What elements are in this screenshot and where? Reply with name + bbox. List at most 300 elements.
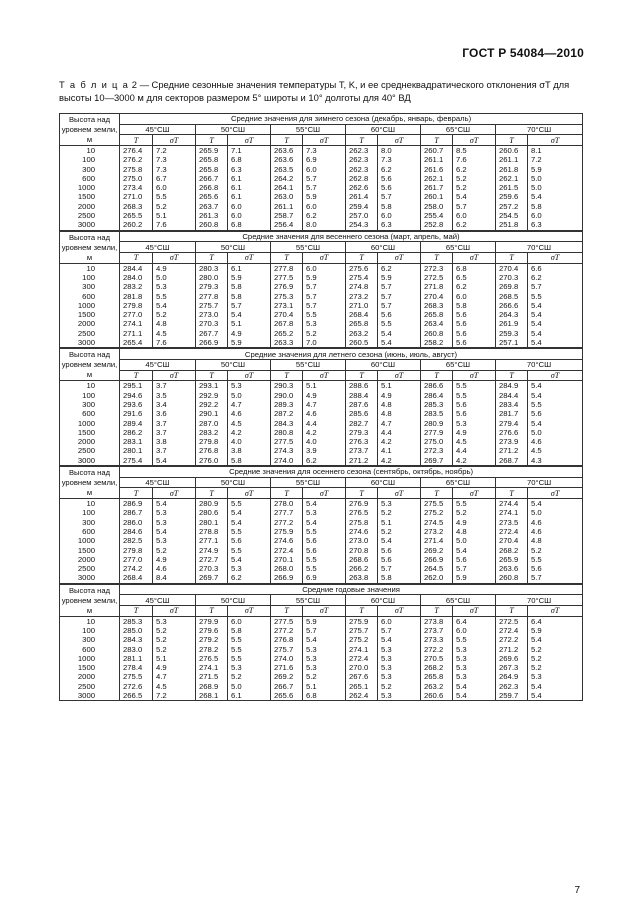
sigma-cell: 5.3 — [378, 691, 421, 701]
temperature-cell: 279.8 — [120, 301, 153, 310]
temperature-cell: 280.8 — [271, 428, 303, 437]
sigma-symbol: σT — [378, 606, 421, 617]
sigma-cell: 5.0 — [528, 183, 583, 192]
temperature-cell: 275.3 — [271, 292, 303, 301]
temperature-cell: 262.8 — [346, 174, 378, 183]
latitude-header: 45°СШ — [120, 595, 196, 606]
sigma-cell: 5.8 — [228, 626, 271, 635]
temperature-cell: 275.2 — [421, 508, 453, 517]
temperature-cell: 261.1 — [271, 202, 303, 211]
table-row — [60, 691, 583, 701]
sigma-cell: 5.3 — [153, 518, 196, 527]
sigma-cell: 6.0 — [453, 292, 496, 301]
table-row — [60, 319, 583, 328]
sigma-cell: 4.5 — [528, 446, 583, 455]
sigma-cell: 5.1 — [153, 211, 196, 220]
temperature-cell: 275.4 — [120, 456, 153, 466]
temperature-cell: 266.5 — [120, 691, 153, 701]
temperature-symbol: T — [271, 370, 303, 381]
altitude-cell: 2000 — [60, 202, 120, 211]
temperature-cell: 280.1 — [120, 446, 153, 455]
table-row — [60, 564, 583, 573]
temperature-cell: 286.0 — [120, 518, 153, 527]
table-row — [60, 282, 583, 291]
latitude-header: 60°СШ — [346, 360, 421, 371]
temperature-cell: 276.0 — [196, 456, 228, 466]
temperature-cell: 281.8 — [120, 292, 153, 301]
sigma-cell: 6.2 — [453, 220, 496, 230]
altitude-cell: 3000 — [60, 456, 120, 466]
sigma-cell: 5.5 — [303, 564, 346, 573]
sigma-cell: 5.4 — [303, 518, 346, 527]
sigma-cell: 6.6 — [528, 263, 583, 273]
temperature-symbol: T — [346, 135, 378, 146]
temperature-cell: 268.1 — [196, 691, 228, 701]
temperature-cell: 273.5 — [496, 518, 528, 527]
page-number: 7 — [574, 885, 580, 896]
sigma-cell: 5.1 — [303, 381, 346, 391]
temperature-cell: 263.6 — [271, 155, 303, 164]
temperature-cell: 270.4 — [496, 263, 528, 273]
sigma-cell: 5.0 — [228, 391, 271, 400]
altitude-cell: 2500 — [60, 564, 120, 573]
temperature-cell: 271.0 — [346, 301, 378, 310]
height-column-header: Высота над уровнем земли, м — [60, 349, 120, 381]
temperature-cell: 266.9 — [271, 573, 303, 583]
temperature-cell: 254.5 — [496, 211, 528, 220]
sigma-cell: 6.2 — [378, 263, 421, 273]
sigma-cell: 5.6 — [378, 183, 421, 192]
temperature-cell: 265.6 — [271, 691, 303, 701]
temperature-cell: 272.2 — [421, 645, 453, 654]
temperature-cell: 287.2 — [271, 409, 303, 418]
sigma-cell: 6.8 — [303, 691, 346, 701]
temperature-cell: 271.4 — [421, 536, 453, 545]
temperature-cell: 274.5 — [421, 518, 453, 527]
latitude-header: 55°СШ — [271, 477, 346, 488]
sigma-symbol: σT — [453, 606, 496, 617]
altitude-cell: 600 — [60, 174, 120, 183]
temperature-symbol: T — [421, 135, 453, 146]
temperature-cell: 273.0 — [196, 310, 228, 319]
sigma-cell: 5.4 — [228, 508, 271, 517]
temperature-cell: 285.6 — [346, 409, 378, 418]
temperature-cell: 277.9 — [421, 428, 453, 437]
temperature-cell: 259.4 — [346, 202, 378, 211]
temperature-cell: 263.2 — [421, 682, 453, 691]
sigma-cell: 5.6 — [303, 536, 346, 545]
sigma-cell: 4.6 — [528, 518, 583, 527]
temperature-cell: 268.6 — [346, 555, 378, 564]
sigma-symbol: σT — [228, 252, 271, 263]
sigma-cell: 5.7 — [378, 282, 421, 291]
temperature-cell: 275.7 — [346, 626, 378, 635]
sigma-cell: 4.2 — [303, 428, 346, 437]
season-title: Средние годовые значения — [120, 584, 583, 595]
sigma-cell: 5.6 — [453, 319, 496, 328]
temperature-cell: 271.2 — [496, 645, 528, 654]
temperature-cell: 266.8 — [196, 183, 228, 192]
altitude-cell: 10 — [60, 499, 120, 509]
sigma-cell: 5.4 — [528, 682, 583, 691]
temperature-cell: 265.8 — [346, 319, 378, 328]
temperature-symbol: T — [196, 488, 228, 499]
sigma-cell: 6.0 — [228, 202, 271, 211]
temperature-symbol: T — [120, 488, 153, 499]
temperature-cell: 289.4 — [120, 419, 153, 428]
sigma-cell: 5.6 — [228, 536, 271, 545]
sigma-cell: 5.4 — [528, 329, 583, 338]
temperature-cell: 293.1 — [196, 381, 228, 391]
latitude-header: 50°СШ — [196, 242, 271, 253]
altitude-cell: 1000 — [60, 654, 120, 663]
temperature-cell: 293.6 — [120, 400, 153, 409]
sigma-symbol: σT — [303, 135, 346, 146]
table-row — [60, 635, 583, 644]
sigma-cell: 5.9 — [303, 273, 346, 282]
sigma-cell: 4.6 — [528, 437, 583, 446]
temperature-cell: 260.2 — [120, 220, 153, 230]
latitude-header: 55°СШ — [271, 360, 346, 371]
temperature-cell: 277.0 — [120, 555, 153, 564]
temperature-symbol: T — [421, 488, 453, 499]
sigma-cell: 5.3 — [453, 672, 496, 681]
sigma-cell: 8.0 — [303, 220, 346, 230]
sigma-symbol: σT — [453, 488, 496, 499]
sigma-cell: 5.6 — [303, 546, 346, 555]
document-header: ГОСТ Р 54084—2010 — [462, 46, 584, 60]
temperature-cell: 275.5 — [120, 672, 153, 681]
table-row — [60, 437, 583, 446]
sigma-symbol: σT — [153, 252, 196, 263]
sigma-cell: 5.0 — [228, 682, 271, 691]
temperature-cell: 268.3 — [421, 301, 453, 310]
altitude-cell: 3000 — [60, 573, 120, 583]
sigma-symbol: σT — [528, 370, 583, 381]
sigma-cell: 7.3 — [303, 146, 346, 156]
temperature-cell: 272.3 — [421, 446, 453, 455]
temperature-cell: 268.4 — [346, 310, 378, 319]
temperature-cell: 283.2 — [120, 282, 153, 291]
altitude-cell: 600 — [60, 292, 120, 301]
sigma-cell: 5.2 — [453, 183, 496, 192]
temperature-cell: 273.1 — [271, 301, 303, 310]
sigma-cell: 5.5 — [528, 400, 583, 409]
temperature-symbol: T — [120, 370, 153, 381]
sigma-cell: 7.0 — [303, 338, 346, 348]
sigma-cell: 4.4 — [453, 446, 496, 455]
temperature-cell: 275.4 — [346, 273, 378, 282]
temperature-symbol: T — [271, 135, 303, 146]
sigma-cell: 4.9 — [378, 391, 421, 400]
temperature-cell: 279.4 — [496, 419, 528, 428]
table-row — [60, 400, 583, 409]
temperature-cell: 294.6 — [120, 391, 153, 400]
temperature-cell: 255.4 — [421, 211, 453, 220]
temperature-cell: 277.0 — [120, 310, 153, 319]
sigma-cell: 5.5 — [528, 555, 583, 564]
temperature-cell: 292.2 — [196, 400, 228, 409]
sigma-cell: 4.5 — [228, 419, 271, 428]
sigma-cell: 7.2 — [528, 155, 583, 164]
sigma-cell: 5.4 — [528, 301, 583, 310]
sigma-symbol: σT — [378, 370, 421, 381]
sigma-symbol: σT — [378, 252, 421, 263]
table-row — [60, 428, 583, 437]
altitude-cell: 10 — [60, 146, 120, 156]
sigma-cell: 5.2 — [153, 310, 196, 319]
temperature-cell: 273.3 — [421, 635, 453, 644]
sigma-cell: 6.0 — [153, 183, 196, 192]
sigma-cell: 5.9 — [303, 192, 346, 201]
table-row — [60, 508, 583, 517]
temperature-cell: 265.2 — [271, 329, 303, 338]
table-row — [60, 310, 583, 319]
sigma-cell: 3.8 — [228, 446, 271, 455]
height-column-header: Высота над уровнем земли, м — [60, 231, 120, 263]
temperature-cell: 268.0 — [271, 564, 303, 573]
temperature-cell: 264.5 — [421, 564, 453, 573]
sigma-cell: 5.5 — [228, 527, 271, 536]
temperature-symbol: T — [496, 488, 528, 499]
sigma-cell: 4.2 — [453, 456, 496, 466]
temperature-cell: 259.7 — [496, 691, 528, 701]
temperature-cell: 265.9 — [496, 555, 528, 564]
sigma-cell: 3.4 — [153, 400, 196, 409]
temperature-cell: 273.4 — [120, 183, 153, 192]
altitude-cell: 100 — [60, 273, 120, 282]
temperature-cell: 270.3 — [496, 273, 528, 282]
sigma-cell: 6.2 — [378, 165, 421, 174]
temperature-cell: 272.4 — [496, 527, 528, 536]
sigma-cell: 6.8 — [228, 155, 271, 164]
altitude-cell: 1000 — [60, 419, 120, 428]
sigma-cell: 5.4 — [153, 499, 196, 509]
temperature-cell: 271.2 — [346, 456, 378, 466]
temperature-cell: 269.2 — [271, 672, 303, 681]
temperature-cell: 265.8 — [196, 165, 228, 174]
sigma-cell: 5.9 — [228, 338, 271, 348]
latitude-header: 45°СШ — [120, 360, 196, 371]
temperature-symbol: T — [421, 606, 453, 617]
sigma-cell: 6.2 — [228, 573, 271, 583]
sigma-cell: 5.4 — [228, 310, 271, 319]
table-row — [60, 192, 583, 201]
temperature-symbol: T — [346, 252, 378, 263]
sigma-cell: 5.4 — [453, 546, 496, 555]
sigma-cell: 5.4 — [378, 338, 421, 348]
temperature-cell: 263.3 — [271, 338, 303, 348]
temperature-cell: 278.4 — [120, 663, 153, 672]
sigma-cell: 3.7 — [153, 419, 196, 428]
altitude-cell: 3000 — [60, 338, 120, 348]
sigma-symbol: σT — [303, 370, 346, 381]
sigma-cell: 5.3 — [303, 645, 346, 654]
sigma-cell: 5.0 — [453, 536, 496, 545]
temperature-cell: 286.2 — [120, 428, 153, 437]
temperature-cell: 266.7 — [196, 174, 228, 183]
sigma-cell: 6.9 — [303, 573, 346, 583]
temperature-cell: 291.6 — [120, 409, 153, 418]
sigma-cell: 6.0 — [303, 165, 346, 174]
temperature-cell: 276.9 — [271, 282, 303, 291]
altitude-cell: 2500 — [60, 682, 120, 691]
sigma-cell: 5.3 — [153, 616, 196, 626]
latitude-header: 55°СШ — [271, 124, 346, 135]
sigma-cell: 6.0 — [303, 263, 346, 273]
temperature-cell: 265.8 — [421, 672, 453, 681]
sigma-cell: 4.8 — [528, 536, 583, 545]
sigma-cell: 5.3 — [453, 645, 496, 654]
temperature-cell: 279.8 — [196, 437, 228, 446]
sigma-cell: 5.7 — [303, 626, 346, 635]
temperature-cell: 270.4 — [271, 310, 303, 319]
sigma-cell: 6.8 — [228, 220, 271, 230]
altitude-cell: 1500 — [60, 192, 120, 201]
temperature-cell: 283.0 — [120, 645, 153, 654]
temperature-cell: 273.7 — [346, 446, 378, 455]
temperature-cell: 273.2 — [421, 527, 453, 536]
table-row — [60, 518, 583, 527]
temperature-symbol: T — [496, 135, 528, 146]
sigma-cell: 3.7 — [153, 446, 196, 455]
temperature-cell: 258.2 — [421, 338, 453, 348]
temperature-cell: 269.8 — [496, 282, 528, 291]
sigma-cell: 5.7 — [303, 301, 346, 310]
sigma-cell: 5.5 — [303, 527, 346, 536]
sigma-cell: 5.6 — [378, 546, 421, 555]
temperature-cell: 268.2 — [421, 663, 453, 672]
latitude-header: 65°СШ — [421, 595, 496, 606]
latitude-header: 60°СШ — [346, 477, 421, 488]
temperature-cell: 275.9 — [346, 616, 378, 626]
table-row — [60, 183, 583, 192]
temperature-cell: 279.2 — [196, 635, 228, 644]
temperature-symbol: T — [346, 488, 378, 499]
sigma-cell: 4.7 — [153, 672, 196, 681]
temperature-cell: 265.9 — [196, 146, 228, 156]
temperature-symbol: T — [346, 370, 378, 381]
latitude-header: 45°СШ — [120, 477, 196, 488]
table-row — [60, 446, 583, 455]
sigma-cell: 5.1 — [378, 518, 421, 527]
temperature-cell: 260.6 — [496, 146, 528, 156]
sigma-cell: 5.3 — [378, 672, 421, 681]
sigma-cell: 5.3 — [153, 536, 196, 545]
sigma-symbol: σT — [528, 252, 583, 263]
sigma-cell: 5.2 — [528, 654, 583, 663]
temperature-cell: 275.8 — [120, 165, 153, 174]
sigma-cell: 4.7 — [303, 400, 346, 409]
table-row — [60, 174, 583, 183]
sigma-cell: 3.8 — [153, 437, 196, 446]
sigma-cell: 5.2 — [303, 672, 346, 681]
sigma-cell: 5.4 — [528, 192, 583, 201]
temperature-cell: 263.6 — [496, 564, 528, 573]
sigma-cell: 5.4 — [303, 635, 346, 644]
temperature-cell: 254.3 — [346, 220, 378, 230]
altitude-cell: 300 — [60, 635, 120, 644]
sigma-cell: 5.3 — [303, 508, 346, 517]
temperature-cell: 274.1 — [196, 663, 228, 672]
table-row — [60, 391, 583, 400]
sigma-cell: 5.2 — [378, 527, 421, 536]
altitude-cell: 3000 — [60, 220, 120, 230]
latitude-header: 65°СШ — [421, 124, 496, 135]
table-caption-text: 2 — Средние сезонные значения температуры T, K, и ее среднеквадратического отклонения σT для высоты 10—3000 м для секторов размером 5° широты и 10° долготы для 40° ВД — [59, 79, 570, 103]
season-title: Средние значения для летнего сезона (июнь, июль, август) — [120, 349, 583, 360]
altitude-cell: 300 — [60, 400, 120, 409]
sigma-cell: 6.2 — [303, 456, 346, 466]
table-row — [60, 202, 583, 211]
temperature-symbol: T — [196, 370, 228, 381]
temperature-cell: 265.5 — [120, 211, 153, 220]
sigma-cell: 5.6 — [528, 409, 583, 418]
sigma-cell: 5.9 — [528, 165, 583, 174]
sigma-cell: 5.8 — [228, 282, 271, 291]
temperature-cell: 286.4 — [421, 391, 453, 400]
altitude-cell: 10 — [60, 616, 120, 626]
temperature-cell: 272.4 — [271, 546, 303, 555]
sigma-cell: 5.4 — [528, 499, 583, 509]
temperature-cell: 274.1 — [120, 319, 153, 328]
sigma-cell: 5.5 — [153, 292, 196, 301]
sigma-cell: 4.9 — [453, 428, 496, 437]
table-row — [60, 273, 583, 282]
table-row — [60, 645, 583, 654]
sigma-cell: 4.7 — [228, 400, 271, 409]
sigma-cell: 5.5 — [303, 555, 346, 564]
temperature-cell: 266.2 — [346, 564, 378, 573]
sigma-cell: 5.9 — [528, 626, 583, 635]
temperature-cell: 284.6 — [120, 527, 153, 536]
sigma-cell: 4.5 — [153, 682, 196, 691]
sigma-cell: 5.6 — [528, 564, 583, 573]
altitude-cell: 600 — [60, 645, 120, 654]
temperature-cell: 272.5 — [496, 616, 528, 626]
sigma-cell: 5.6 — [453, 409, 496, 418]
sigma-cell: 5.7 — [378, 192, 421, 201]
temperature-cell: 262.3 — [346, 155, 378, 164]
sigma-cell: 5.5 — [228, 546, 271, 555]
sigma-cell: 5.2 — [153, 645, 196, 654]
temperature-cell: 281.1 — [120, 654, 153, 663]
table-row — [60, 616, 583, 626]
sigma-cell: 5.8 — [228, 456, 271, 466]
temperature-cell: 264.9 — [496, 672, 528, 681]
temperature-cell: 277.5 — [271, 437, 303, 446]
temperature-cell: 273.7 — [421, 626, 453, 635]
temperature-cell: 266.9 — [196, 338, 228, 348]
temperature-cell: 258.7 — [271, 211, 303, 220]
sigma-cell: 5.0 — [528, 508, 583, 517]
temperature-cell: 265.1 — [346, 682, 378, 691]
temperature-cell: 256.4 — [271, 220, 303, 230]
sigma-cell: 5.9 — [228, 273, 271, 282]
sigma-cell: 6.0 — [528, 211, 583, 220]
temperature-symbol: T — [271, 488, 303, 499]
sigma-cell: 4.6 — [528, 527, 583, 536]
sigma-cell: 5.5 — [228, 645, 271, 654]
temperature-cell: 263.6 — [271, 146, 303, 156]
altitude-cell: 300 — [60, 165, 120, 174]
temperature-cell: 271.0 — [120, 192, 153, 201]
sigma-symbol: σT — [303, 606, 346, 617]
sigma-symbol: σT — [303, 488, 346, 499]
temperature-cell: 271.8 — [421, 282, 453, 291]
temperature-cell: 277.2 — [271, 626, 303, 635]
sigma-cell: 5.4 — [528, 381, 583, 391]
